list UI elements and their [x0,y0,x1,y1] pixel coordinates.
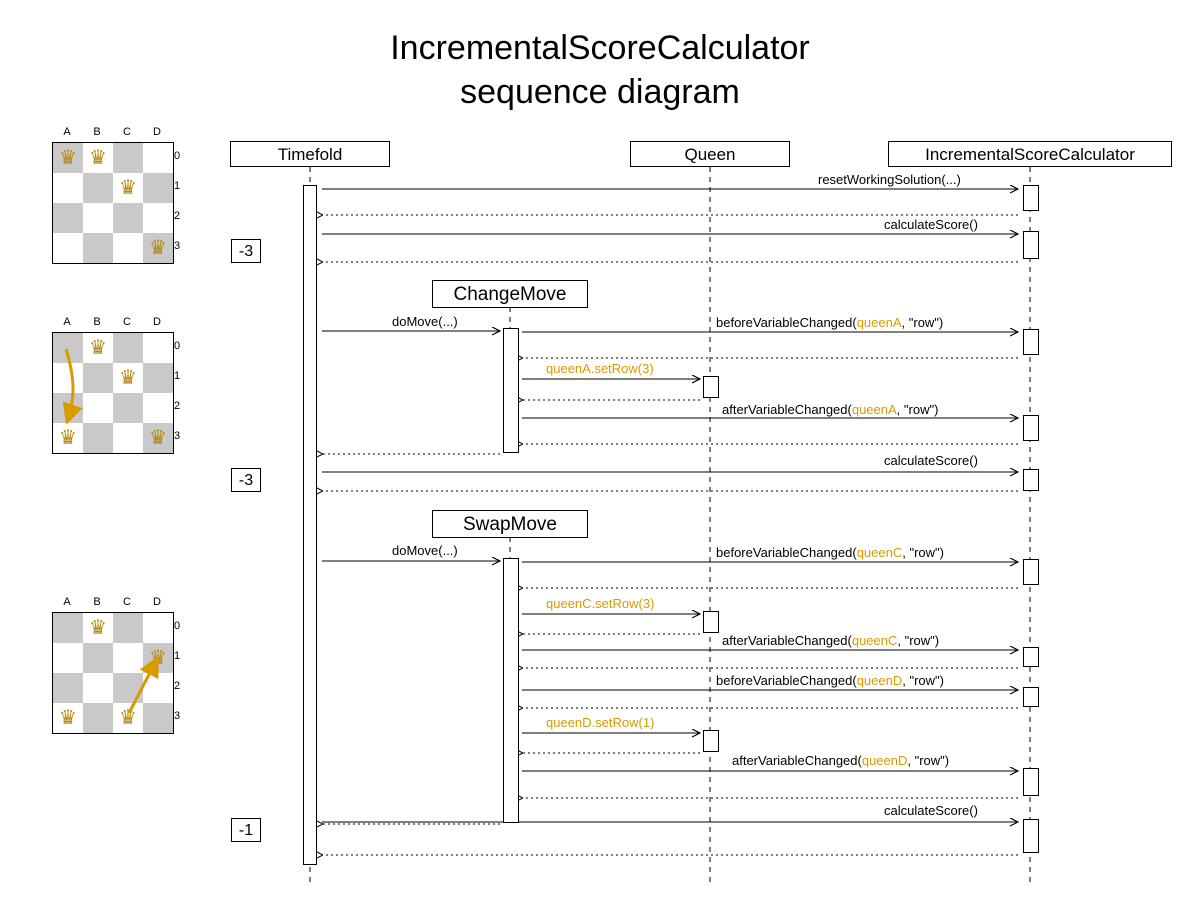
message-arg-queenc: queenC [856,545,903,560]
board-row-label: 2 [174,210,181,222]
queen-piece: ♛ [59,707,77,729]
page-title [0,26,1200,114]
message-text-suffix: .setRow(1) [591,715,655,730]
message-text-prefix: beforeVariableChanged( [716,315,857,330]
frame-swapmove[interactable] [432,510,588,538]
board-grid [52,332,174,454]
lifeline-incrementalscorecalculator[interactable] [888,141,1172,167]
board-column-label: B [93,316,101,328]
message-text: calculateScore() [884,453,978,468]
queen-piece: ♛ [119,177,137,199]
board-cell [113,203,143,233]
move-arrow-icon [53,333,193,473]
activation-changemove [503,328,519,453]
message-text-suffix: , "row") [907,753,950,768]
activation-swapmove [503,558,519,823]
activation-queen [703,611,719,633]
board-after-swapmove [40,596,200,750]
board-column-label: B [93,596,101,608]
title-line-1: IncrementalScoreCalculator [390,29,810,67]
activation-calculator [1023,415,1039,441]
message-domove-swapmove [392,543,458,558]
message-before-variable-changed-queend [716,673,944,688]
board-row-label: 2 [174,400,181,412]
score-value: -3 [238,472,254,489]
message-arg-queenc: queenC [851,633,898,648]
message-after-variable-changed-queend [732,753,949,768]
board-column-label: A [63,316,71,328]
score-value: -3 [238,243,254,260]
message-text-suffix: , "row") [901,315,944,330]
queen-piece: ♛ [89,147,107,169]
message-arg-queena: queenA [546,361,591,376]
board-row-label: 1 [174,650,181,662]
board-cell [143,143,173,173]
board-row-label: 2 [174,680,181,692]
frame-changemove[interactable] [432,280,588,308]
board-cell [53,203,83,233]
activation-calculator [1023,231,1039,259]
board-row-label: 0 [174,340,181,352]
message-calculate-score [884,217,978,232]
message-text-prefix: afterVariableChanged( [722,633,852,648]
board-cell [143,203,173,233]
queen-piece: ♛ [59,427,77,449]
score-value: -1 [238,822,254,839]
queen-piece: ♛ [89,337,107,359]
move-arrow-icon [53,613,193,753]
message-text-suffix: , "row") [896,402,939,417]
queen-piece: ♛ [149,427,167,449]
message-reset-working-solution [818,172,961,187]
board-cell [53,173,83,203]
lifeline-label: Queen [684,145,736,164]
board-cell [113,233,143,263]
lifeline-label: IncrementalScoreCalculator [925,145,1135,164]
board-column-label: D [153,596,161,608]
frame-label: SwapMove [463,514,557,535]
board-cell [83,233,113,263]
message-text-prefix: beforeVariableChanged( [716,673,857,688]
board-column-label: C [123,126,131,138]
activation-timefold [303,185,317,865]
score-badge [231,239,261,263]
board-row-label: 1 [174,370,181,382]
board-after-changemove [40,316,200,470]
message-text: calculateScore() [884,217,978,232]
board-row-label: 0 [174,620,181,632]
message-arg-queena: queenA [856,315,902,330]
message-text: doMove(...) [392,314,458,329]
queen-piece: ♛ [149,237,167,259]
activation-calculator [1023,687,1039,707]
activation-calculator [1023,819,1039,853]
board-cell [83,173,113,203]
board-row-label: 3 [174,430,181,442]
frame-label: ChangeMove [453,284,567,305]
activation-calculator [1023,647,1039,667]
message-text: doMove(...) [392,543,458,558]
message-arg-queend: queenD [861,753,908,768]
lifeline-label: Timefold [277,145,343,164]
message-after-variable-changed-queena [722,402,938,417]
board-grid [52,142,174,264]
board-column-label: B [93,126,101,138]
lifeline-queen[interactable] [630,141,790,167]
activation-calculator [1023,329,1039,355]
queen-piece: ♛ [149,647,167,669]
message-domove-changemove [392,314,458,329]
board-column-label: A [63,126,71,138]
board-row-label: 0 [174,150,181,162]
queen-piece: ♛ [89,617,107,639]
activation-queen [703,730,719,752]
board-column-label: A [63,596,71,608]
message-calculate-score [884,453,978,468]
board-column-label: D [153,316,161,328]
board-initial [40,126,200,280]
message-text-suffix: .setRow(3) [590,361,654,376]
board-cell [53,233,83,263]
message-arg-queena: queenA [851,402,897,417]
message-queenc-setrow [546,596,654,611]
message-calculate-score [884,803,978,818]
activation-calculator [1023,559,1039,585]
message-before-variable-changed-queenc [716,545,944,560]
activation-calculator [1023,469,1039,491]
queen-piece: ♛ [59,147,77,169]
board-column-label: C [123,596,131,608]
board-grid [52,612,174,734]
message-text-suffix: , "row") [897,633,940,648]
board-cell [143,173,173,203]
board-column-label: D [153,126,161,138]
message-before-variable-changed-queena [716,315,943,330]
activation-queen [703,376,719,398]
queen-piece: ♛ [119,367,137,389]
activation-calculator [1023,185,1039,211]
message-after-variable-changed-queenc [722,633,939,648]
message-arg-queend: queenD [856,673,903,688]
board-row-label: 3 [174,240,181,252]
lifeline-timefold[interactable] [230,141,390,167]
message-text-suffix: , "row") [902,545,944,560]
board-cell [83,203,113,233]
message-queena-setrow [546,361,654,376]
board-row-label: 1 [174,180,181,192]
activation-calculator [1023,768,1039,796]
message-text: resetWorkingSolution(...) [818,172,961,187]
board-column-label: C [123,316,131,328]
message-text-prefix: beforeVariableChanged( [716,545,857,560]
message-arg-queenc: queenC [546,596,592,611]
message-text-prefix: afterVariableChanged( [722,402,852,417]
message-text: calculateScore() [884,803,978,818]
message-text-prefix: afterVariableChanged( [732,753,862,768]
score-badge [231,818,261,842]
score-badge [231,468,261,492]
queen-piece: ♛ [119,707,137,729]
board-cell [113,143,143,173]
message-queend-setrow [546,715,654,730]
message-text-suffix: .setRow(3) [591,596,655,611]
message-text-suffix: , "row") [902,673,944,688]
message-arg-queend: queenD [546,715,592,730]
board-row-label: 3 [174,710,181,722]
title-line-2: sequence diagram [460,73,740,111]
